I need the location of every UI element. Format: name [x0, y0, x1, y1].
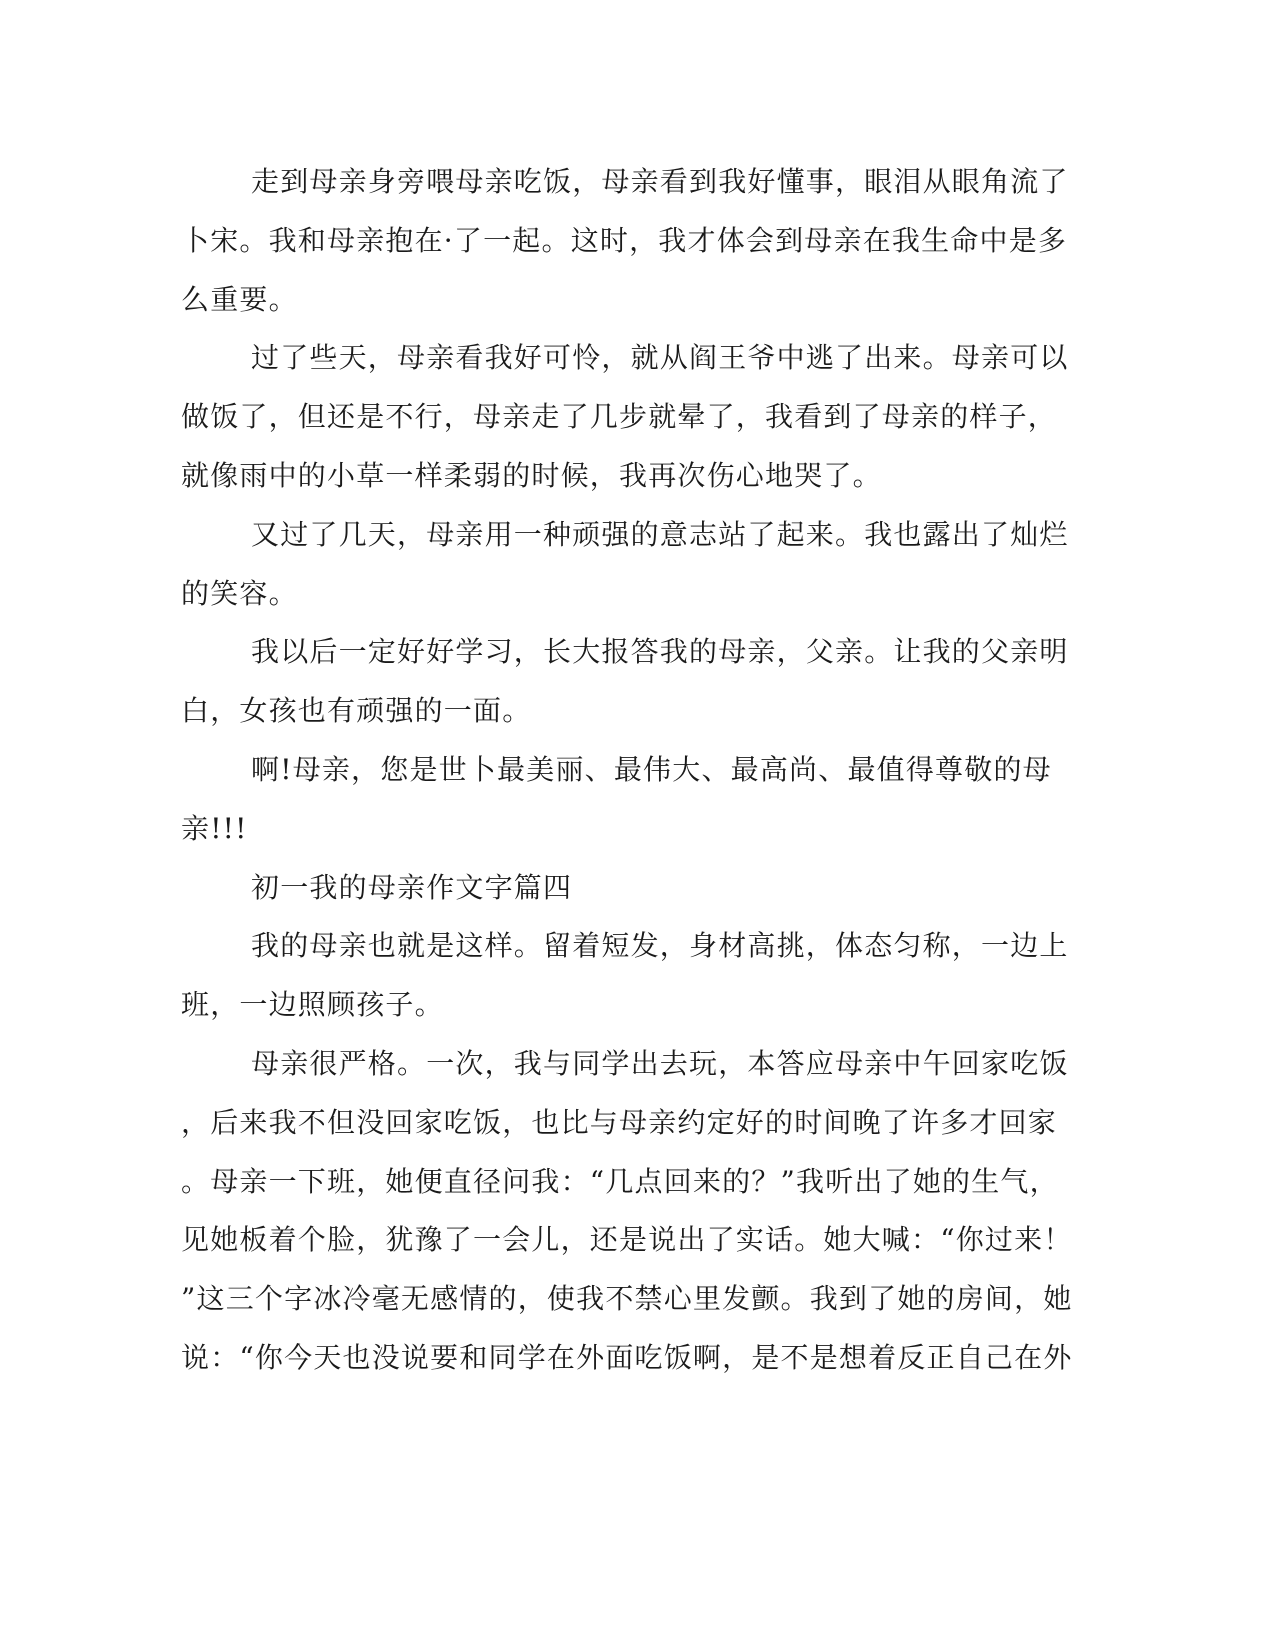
text-line: ，后来我不但没回家吃饭，也比与母亲约定好的时间晚了许多才回家	[181, 1106, 1058, 1139]
text-line: 过了些天，母亲看我好可怜，就从阎王爷中逃了出来。母亲可以	[251, 341, 1069, 374]
text-line: 啊!母亲，您是世卜最美丽、最伟大、最高尚、最值得尊敬的母	[251, 753, 1052, 786]
text-line: 做饭了，但还是不行，母亲走了几步就晕了，我看到了母亲的样子，	[181, 400, 1058, 433]
text-line: 又过了几天，母亲用一种顽强的意志站了起来。我也露出了灿烂	[251, 518, 1069, 551]
text-line: ”这三个字冰冷毫无感情的，使我不禁心里发颤。我到了她的房间，她	[181, 1282, 1073, 1315]
text-line: 走到母亲身旁喂母亲吃饭，母亲看到我好懂事，眼泪从眼角流了	[251, 165, 1069, 198]
section-heading: 初一我的母亲作文字篇四	[251, 871, 573, 904]
text-line: 见她板着个脸，犹豫了一会儿，还是说出了实话。她大喊：“你过来！	[181, 1223, 1073, 1256]
text-line: 么重要。	[181, 283, 298, 316]
text-line: 我以后一定好好学习，长大报答我的母亲，父亲。让我的父亲明	[251, 635, 1069, 668]
text-line: 说：“你今天也没说要和同学在外面吃饭啊，是不是想着反正自己在外	[181, 1341, 1073, 1374]
text-line: 母亲很严格。一次，我与同学出去玩，本答应母亲中午回家吃饭	[251, 1047, 1069, 1080]
text-line: 班，一边照顾孩子。	[181, 988, 444, 1021]
text-line: 卜宋。我和母亲抱在·了一起。这时，我才体会到母亲在我生命中是多	[181, 224, 1068, 257]
text-line: 。母亲一下班，她便直径问我：“几点回来的？”我听出了她的生气，	[181, 1165, 1059, 1198]
text-line: 亲!!!	[181, 812, 248, 845]
text-line: 白，女孩也有顽强的一面。	[181, 694, 532, 727]
text-line: 就像雨中的小草一样柔弱的时候，我再次伤心地哭了。	[181, 459, 882, 492]
text-line: 我的母亲也就是这样。留着短发，身材高挑，体态匀称，一边上	[251, 929, 1069, 962]
text-line: 的笑容。	[181, 577, 298, 610]
